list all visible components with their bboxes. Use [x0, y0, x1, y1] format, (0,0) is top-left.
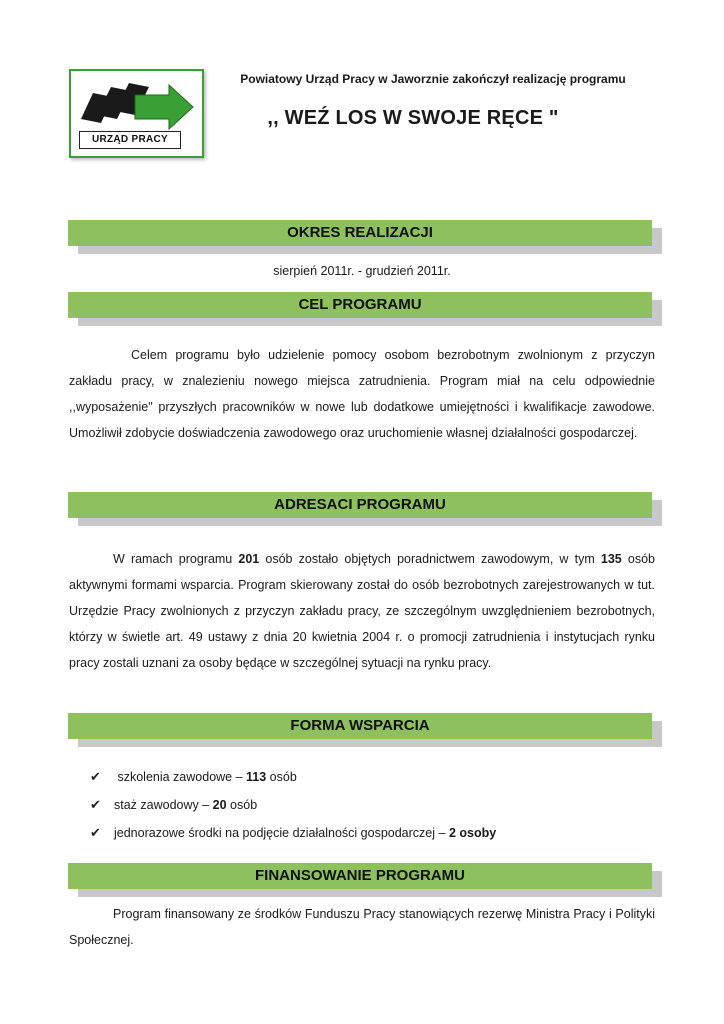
item-count: 2 osoby	[448, 826, 497, 840]
section-header-forma	[68, 713, 652, 739]
item-label: staż zawodowy –	[114, 798, 213, 812]
cel-paragraph: Celem programu było udzielenie pomocy osobom bezrobotnym zwolnionym z przyczyn zakładu pracy, w znalezieniu nowego miejsca zatrudnienia. Program miał na celu odpowiednie ,,wyposażenie" przyszłych pracowników w nowe lub dodatkowe umiejętności i kwalifikacje zawodowe. Umożliwił zdobycie doświadczenia zawodowego oraz uruchomienie własnej działalności gospodarczej.	[69, 348, 655, 440]
logo-text: URZĄD PRACY	[79, 131, 181, 149]
section-heading: FORMA WSPARCIA	[68, 713, 652, 739]
item-label: jednorazowe środki na podjęcie działalności gospodarczej –	[114, 826, 449, 840]
section-header-okres	[68, 220, 652, 246]
item-suffix: osób	[226, 798, 258, 812]
intro-text: Powiatowy Urząd Pracy w Jaworznie zakończył realizację programu	[240, 72, 626, 86]
list-item	[90, 766, 650, 794]
urzad-pracy-logo	[69, 69, 204, 158]
text-fragment: W ramach programu	[113, 552, 239, 566]
adresaci-paragraph	[69, 546, 655, 676]
text-fragment: osób aktywnymi formami wsparcia. Program skierowany został do osób bezrobotnych zarejestrowanych w tut. Urzędzie Pracy zwolnionych z przyczyn zakładu pracy, ze szczególnym uwzględnieniem bezrobotnych, którzy w świetle art. 49 ustawy z dnia 20 kwietnia 2004 r. o promocji zatrudnienia i instytucjach rynku pracy zostali uznani za osoby będące w szczególnej sytuacji na rynku pracy.	[69, 552, 655, 670]
section-header-cel	[68, 292, 652, 318]
program-title: ,, WEŹ LOS W SWOJE RĘCE "	[267, 107, 559, 129]
okres-dates: sierpień 2011r. - grudzień 2011r.	[273, 264, 451, 278]
section-header-adresaci	[68, 492, 652, 518]
check-icon: ✔	[90, 825, 101, 840]
section-heading: CEL PROGRAMU	[68, 292, 652, 318]
list-item	[90, 822, 650, 850]
section-heading: OKRES REALIZACJI	[68, 220, 652, 246]
check-icon: ✔	[90, 797, 101, 812]
finansowanie-paragraph: Program finansowany ze środków Funduszu Pracy stanowiących rezerwę Ministra Pracy i Polityki Społecznej.	[69, 907, 655, 947]
item-suffix: osób	[266, 770, 297, 784]
section-header-finansowanie	[68, 863, 652, 889]
section-heading: ADRESACI PROGRAMU	[68, 492, 652, 518]
section-heading: FINANSOWANIE PROGRAMU	[68, 863, 652, 889]
item-label: szkolenia zawodowe –	[114, 770, 247, 784]
check-icon: ✔	[90, 769, 101, 784]
text-fragment: osób zostało objętych poradnictwem zawodowym, w tym	[259, 552, 601, 566]
item-count: 113	[246, 770, 267, 784]
item-count: 20	[212, 798, 227, 812]
forma-list	[90, 766, 650, 850]
list-item	[90, 794, 650, 822]
count-201: 201	[238, 552, 260, 566]
count-135: 135	[600, 552, 622, 566]
